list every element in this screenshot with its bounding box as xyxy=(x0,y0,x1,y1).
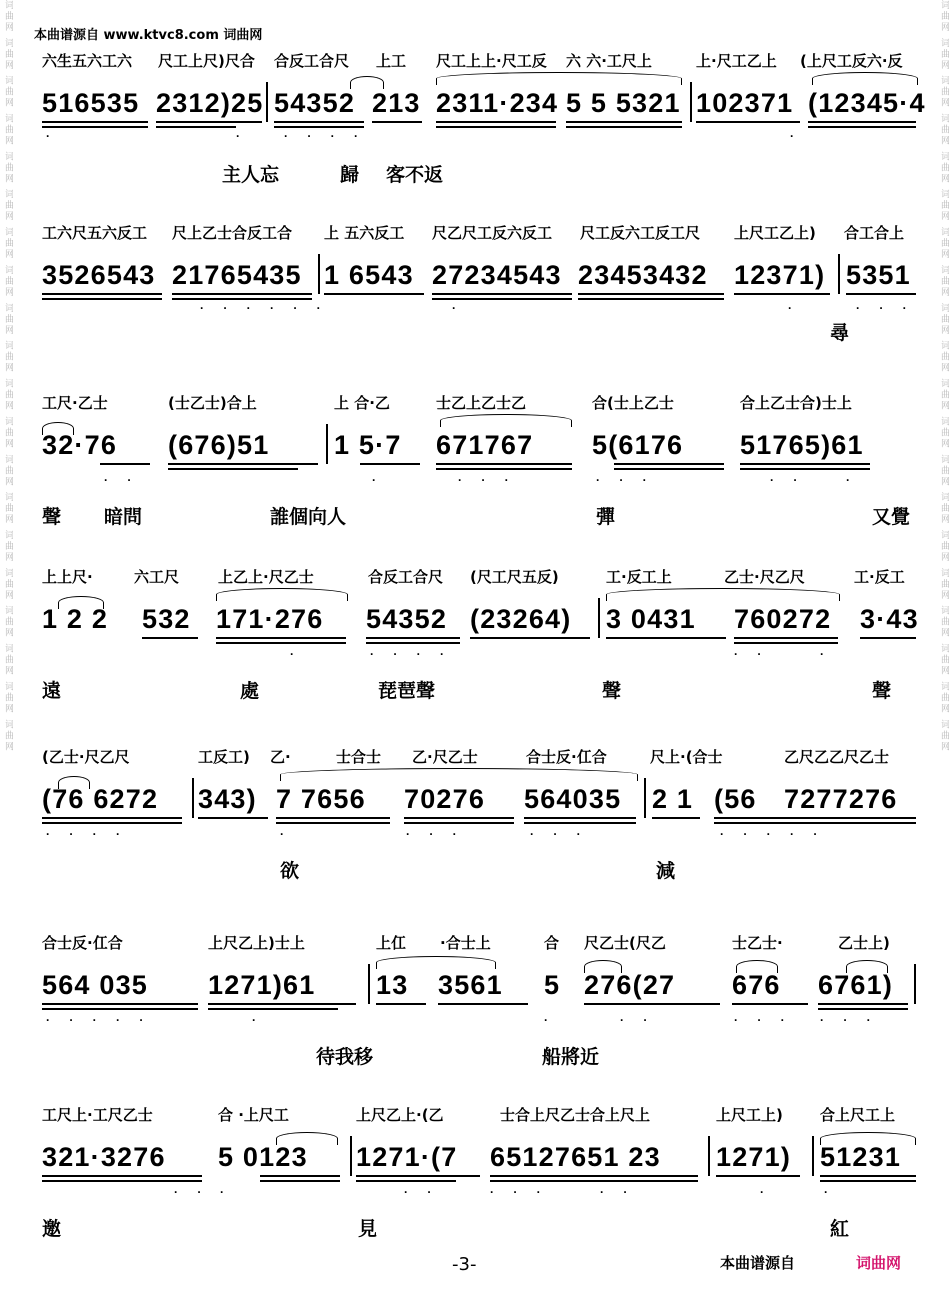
octave-dots: · · · xyxy=(820,1013,879,1027)
numbered-notes: 7277276 xyxy=(784,784,898,814)
beam-line xyxy=(820,1180,916,1182)
barline xyxy=(266,82,268,122)
octave-dots: · · xyxy=(174,1185,210,1199)
beam-line xyxy=(696,121,800,123)
score-system-1 xyxy=(0,50,950,220)
beam-line xyxy=(260,1175,340,1177)
gongche-notation: 合工合上 xyxy=(844,224,905,242)
beam-line xyxy=(372,121,422,123)
gongche-notation: 工·反工上 xyxy=(606,568,672,586)
beam-line xyxy=(198,817,268,819)
gongche-notation: 工反工) xyxy=(198,748,250,766)
lyric-text: 遠 xyxy=(42,680,62,702)
numbered-notes: 5 5 5321 xyxy=(566,88,681,118)
beam-line xyxy=(808,121,916,123)
beam-line xyxy=(432,293,572,295)
numbered-notes: 2312)25 xyxy=(156,88,264,118)
beam-line xyxy=(260,1180,340,1182)
octave-dots: · xyxy=(46,129,58,143)
numbered-notes: 171·276 xyxy=(216,604,324,634)
numbered-notes: 51231 xyxy=(820,1142,902,1172)
gongche-notation: 六生五六工六 xyxy=(42,52,133,70)
octave-dots: · xyxy=(824,1185,836,1199)
gongche-notation: (上尺工反六·反 xyxy=(800,52,903,70)
beam-line xyxy=(404,817,514,819)
lyric-text: 聲 xyxy=(602,680,622,702)
beam-line xyxy=(366,637,460,639)
beam-line xyxy=(276,822,390,824)
lyric-text: 又覺 xyxy=(872,506,911,528)
left-watermark-strip: 词曲网 词曲网 词曲网 词曲网 词曲网 词曲网 词曲网 词曲网 词曲网 词曲网 词曲网 词曲网 词曲网 词曲网 词曲网 词曲网 词曲网 词曲网 词曲网 词曲网 xyxy=(3,0,13,753)
lyric-text: 主人忘 xyxy=(222,164,280,186)
gongche-notation: 尺上乙士合反工合 xyxy=(172,224,293,242)
gongche-notation: 上·尺工乙上 xyxy=(696,52,777,70)
beam-line xyxy=(734,642,838,644)
beam-line xyxy=(470,637,590,639)
lyric-text: 船將近 xyxy=(542,1046,600,1068)
numbered-notes: 54352 xyxy=(366,604,448,634)
numbered-notes: 671767 xyxy=(436,430,534,460)
barline xyxy=(326,424,328,464)
octave-dots: · xyxy=(280,827,292,841)
beam-line xyxy=(42,1175,202,1177)
gongche-notation: 上尺工乙上) xyxy=(734,224,816,242)
numbered-notes: 532 xyxy=(142,604,191,634)
numbered-notes: 3·43 xyxy=(860,604,919,634)
barline xyxy=(318,254,320,294)
beam-line xyxy=(614,468,724,470)
numbered-notes: 5 xyxy=(544,970,561,1000)
gongche-notation: 士乙上乙士乙 xyxy=(436,394,527,412)
beam-line xyxy=(208,1003,356,1005)
beam-line xyxy=(356,1175,480,1177)
barline xyxy=(192,778,194,818)
beam-line xyxy=(376,1003,426,1005)
numbered-notes: 54352 xyxy=(274,88,356,118)
numbered-notes: 5351 xyxy=(846,260,911,290)
gongche-notation: (尺工尺五反) xyxy=(470,568,559,586)
beam-line xyxy=(42,293,162,295)
octave-dots: · xyxy=(846,473,858,487)
octave-dots: · · xyxy=(600,1185,636,1199)
numbered-notes: 1 2 2 xyxy=(42,604,109,634)
numbered-notes: 760272 xyxy=(734,604,832,634)
beam-line xyxy=(404,822,514,824)
gongche-notation: 上工 xyxy=(376,52,407,70)
barline xyxy=(690,82,692,122)
beam-line xyxy=(714,817,916,819)
score-system-6 xyxy=(0,932,950,1102)
beam-line xyxy=(156,121,262,123)
slur-mark xyxy=(436,72,682,85)
beam-line xyxy=(324,293,424,295)
lyric-text: 彈 xyxy=(596,506,616,528)
gongche-notation: 士合上尺乙士合上尺上 xyxy=(500,1106,651,1124)
lyric-text: 暗問 xyxy=(104,506,143,528)
gongche-notation: 尺乙尺工反六反工 xyxy=(432,224,553,242)
beam-line xyxy=(490,1175,698,1177)
beam-line xyxy=(578,298,724,300)
numbered-notes: 65127651 23 xyxy=(490,1142,661,1172)
numbered-notes: 12371) xyxy=(734,260,826,290)
octave-dots: · · xyxy=(734,647,770,661)
numbered-notes: 3 0431 xyxy=(606,604,696,634)
octave-dots: · · xyxy=(620,1013,656,1027)
beam-line xyxy=(172,293,312,295)
lyric-text: 欲 xyxy=(280,860,300,882)
beam-line xyxy=(860,637,916,639)
numbered-notes: 7 7656 xyxy=(276,784,366,814)
beam-line xyxy=(42,822,182,824)
beam-line xyxy=(42,1003,198,1005)
footer-site: 词曲网 xyxy=(856,1254,902,1272)
lyric-text: 見 xyxy=(358,1218,378,1240)
numbered-notes: 1 6543 xyxy=(324,260,414,290)
beam-line xyxy=(208,1008,338,1010)
gongche-notation: 工·反工 xyxy=(854,568,905,586)
gongche-notation: 尺工上尺)尺合 xyxy=(158,52,255,70)
beam-line xyxy=(436,463,572,465)
page-number: -3- xyxy=(452,1254,477,1275)
gongche-notation: 尺工反六工反工尺 xyxy=(580,224,701,242)
lyric-text: 邀 xyxy=(42,1218,62,1240)
octave-dots: · · · xyxy=(856,301,915,315)
lyric-text: 誰個向人 xyxy=(270,506,347,528)
lyric-text: 處 xyxy=(240,680,260,702)
beam-line xyxy=(42,817,182,819)
numbered-notes: (56 xyxy=(714,784,757,814)
beam-line xyxy=(100,463,150,465)
gongche-notation: 合上尺工上 xyxy=(820,1106,896,1124)
gongche-notation: 合士反·仜合 xyxy=(526,748,607,766)
numbered-notes: (76 6272 xyxy=(42,784,159,814)
lyric-text: 減 xyxy=(656,860,676,882)
numbered-notes: 13 xyxy=(376,970,409,1000)
beam-line xyxy=(578,293,724,295)
gongche-notation: 合士反·仜合 xyxy=(42,934,123,952)
octave-dots: · · · · · xyxy=(720,827,826,841)
beam-line xyxy=(436,121,556,123)
gongche-notation: 尺上·(合士 xyxy=(650,748,723,766)
octave-dots: · xyxy=(452,301,464,315)
beam-line xyxy=(42,126,148,128)
beam-line xyxy=(818,1003,908,1005)
beam-line xyxy=(846,293,916,295)
numbered-notes: 102371 xyxy=(696,88,794,118)
gongche-notation: 上仜 xyxy=(376,934,407,952)
footer-source: 本曲谱源自 xyxy=(720,1254,796,1272)
beam-line xyxy=(168,463,318,465)
slur-mark xyxy=(216,588,348,601)
gongche-notation: 乙尺乙乙尺乙士 xyxy=(784,748,890,766)
slur-mark xyxy=(280,768,638,781)
barline xyxy=(914,964,916,1004)
beam-line xyxy=(438,1003,528,1005)
octave-dots: · xyxy=(290,647,302,661)
barline xyxy=(368,964,370,1004)
numbered-notes: 27234543 xyxy=(432,260,562,290)
gongche-notation: 上乙上·尺乙士 xyxy=(218,568,314,586)
octave-dots: · · xyxy=(404,1185,440,1199)
beam-line xyxy=(172,298,312,300)
score-system-7 xyxy=(0,1104,950,1274)
beam-line xyxy=(734,293,830,295)
numbered-notes: (23264) xyxy=(470,604,572,634)
beam-line xyxy=(566,126,682,128)
numbered-notes: 1 5·7 xyxy=(334,430,402,460)
beam-line xyxy=(584,1003,720,1005)
numbered-notes: 1271)61 xyxy=(208,970,316,1000)
beam-line xyxy=(490,1180,698,1182)
beam-line xyxy=(652,817,700,819)
gongche-notation: 合 xyxy=(544,934,560,952)
beam-line xyxy=(734,637,838,639)
numbered-notes: 23453432 xyxy=(578,260,708,290)
numbered-notes: 343) xyxy=(198,784,257,814)
score-system-2 xyxy=(0,222,950,392)
beam-line xyxy=(740,463,870,465)
lyric-text: 琵琶聲 xyxy=(378,680,436,702)
beam-line xyxy=(740,468,870,470)
numbered-notes: 1271) xyxy=(716,1142,792,1172)
beam-line xyxy=(606,637,726,639)
numbered-notes: 213 xyxy=(372,88,421,118)
gongche-notation: 合 ·上尺工 xyxy=(218,1106,289,1124)
numbered-notes: 6761) xyxy=(818,970,894,1000)
octave-dots: · · xyxy=(104,473,140,487)
lyric-text: 待我移 xyxy=(316,1046,374,1068)
numbered-notes: 5 0123 xyxy=(218,1142,308,1172)
gongche-notation: 合(士上乙士 xyxy=(592,394,674,412)
beam-line xyxy=(614,463,724,465)
numbered-notes: 32·76 xyxy=(42,430,118,460)
beam-line xyxy=(366,642,460,644)
barline xyxy=(350,1136,352,1176)
beam-line xyxy=(276,817,390,819)
beam-line xyxy=(156,126,236,128)
lyric-text: 聲 xyxy=(872,680,892,702)
numbered-notes: (12345·4 xyxy=(808,88,926,118)
barline xyxy=(598,598,600,638)
gongche-notation: 尺乙士(尺乙 xyxy=(584,934,666,952)
lyric-text: 尋 xyxy=(830,322,850,344)
numbered-notes: 3526543 xyxy=(42,260,156,290)
gongche-notation: 六 六·工尺上 xyxy=(566,52,652,70)
gongche-notation: 上尺工上) xyxy=(716,1106,783,1124)
beam-line xyxy=(566,121,682,123)
gongche-notation: 上 五六反工 xyxy=(324,224,405,242)
beam-line xyxy=(274,126,364,128)
numbered-notes: (676)51 xyxy=(168,430,270,460)
gongche-notation: 合反工合尺 xyxy=(368,568,444,586)
beam-line xyxy=(42,1180,202,1182)
lyric-text: 歸 xyxy=(340,164,360,186)
slur-mark xyxy=(440,414,572,427)
numbered-notes: 2 1 xyxy=(652,784,694,814)
beam-line xyxy=(142,637,198,639)
gongche-notation: 尺工上上·尺工反 xyxy=(436,52,547,70)
octave-dots: · · · xyxy=(406,827,465,841)
octave-dots: · · · xyxy=(490,1185,549,1199)
gongche-notation: (士乙士)合上 xyxy=(168,394,257,412)
beam-line xyxy=(274,121,364,123)
octave-dots: · xyxy=(220,1185,232,1199)
right-watermark-strip: 词曲网 词曲网 词曲网 词曲网 词曲网 词曲网 词曲网 词曲网 词曲网 词曲网 词曲网 词曲网 词曲网 词曲网 词曲网 词曲网 词曲网 词曲网 词曲网 词曲网 xyxy=(939,0,949,753)
beam-line xyxy=(818,1008,908,1010)
octave-dots: · · · xyxy=(596,473,655,487)
barline xyxy=(838,254,840,294)
beam-line xyxy=(436,126,556,128)
score-system-5 xyxy=(0,746,950,916)
gongche-notation: 士乙士· xyxy=(732,934,783,952)
slur-mark xyxy=(812,72,918,85)
octave-dots: · · · · xyxy=(370,647,452,661)
beam-line xyxy=(524,822,636,824)
numbered-notes: 564035 xyxy=(524,784,622,814)
numbered-notes: 5(6176 xyxy=(592,430,684,460)
gongche-notation: 乙·尺乙士 xyxy=(412,748,478,766)
beam-line xyxy=(732,1003,808,1005)
gongche-notation: 工尺·乙士 xyxy=(42,394,108,412)
gongche-notation: 上 合·乙 xyxy=(334,394,390,412)
gongche-notation: 上尺乙上·(乙 xyxy=(356,1106,444,1124)
octave-dots: · xyxy=(790,129,802,143)
beam-line xyxy=(714,822,916,824)
gongche-notation: ·合士上 xyxy=(440,934,491,952)
numbered-notes: 51765)61 xyxy=(740,430,864,460)
lyric-text: 紅 xyxy=(830,1218,850,1240)
octave-dots: · · xyxy=(770,473,806,487)
beam-line xyxy=(716,1175,800,1177)
score-system-4 xyxy=(0,566,950,736)
octave-dots: · xyxy=(372,473,384,487)
beam-line xyxy=(216,637,346,639)
barline xyxy=(644,778,646,818)
beam-line xyxy=(168,468,298,470)
beam-line xyxy=(436,468,572,470)
octave-dots: · xyxy=(236,129,248,143)
octave-dots: · xyxy=(544,1013,556,1027)
numbered-notes: 276(27 xyxy=(584,970,676,1000)
beam-line xyxy=(356,1180,456,1182)
beam-line xyxy=(524,817,636,819)
barline xyxy=(708,1136,710,1176)
numbered-notes: 1271·(7 xyxy=(356,1142,458,1172)
octave-dots: · xyxy=(252,1013,264,1027)
gongche-notation: 合上乙士合)士上 xyxy=(740,394,852,412)
numbered-notes: 676 xyxy=(732,970,781,1000)
beam-line xyxy=(432,298,572,300)
octave-dots: · · · xyxy=(458,473,517,487)
score-system-3 xyxy=(0,392,950,562)
beam-line xyxy=(42,121,148,123)
octave-dots: · · · xyxy=(734,1013,793,1027)
octave-dots: · xyxy=(820,647,832,661)
numbered-notes: 516535 xyxy=(42,88,140,118)
beam-line xyxy=(42,298,162,300)
gongche-notation: 工尺上·工尺乙士 xyxy=(42,1106,153,1124)
octave-dots: · · · · · · xyxy=(200,301,329,315)
barline xyxy=(812,1136,814,1176)
gongche-notation: 上上尺· xyxy=(42,568,93,586)
gongche-notation: 乙· xyxy=(270,748,291,766)
gongche-notation: 合反工合尺 xyxy=(274,52,350,70)
beam-line xyxy=(42,1008,198,1010)
beam-line xyxy=(360,463,420,465)
gongche-notation: 士合士 xyxy=(336,748,382,766)
beam-line xyxy=(808,126,916,128)
lyric-text: 客不返 xyxy=(386,164,444,186)
gongche-notation: 乙士上) xyxy=(838,934,890,952)
numbered-notes: 2311·234 xyxy=(436,88,559,118)
gongche-notation: (乙士·尺乙尺 xyxy=(42,748,130,766)
gongche-notation: 六工尺 xyxy=(134,568,180,586)
gongche-notation: 上尺乙上)士上 xyxy=(208,934,305,952)
octave-dots: · · · xyxy=(530,827,589,841)
beam-line xyxy=(820,1175,916,1177)
numbered-notes: 564 035 xyxy=(42,970,148,1000)
gongche-notation: 乙士·尺乙尺 xyxy=(724,568,805,586)
numbered-notes: 21765435 xyxy=(172,260,302,290)
header-source-line: 本曲谱源自 www.ktvc8.com 词曲网 xyxy=(34,28,263,43)
numbered-notes: 70276 xyxy=(404,784,486,814)
numbered-notes: 3561 xyxy=(438,970,503,1000)
numbered-notes: 321·3276 xyxy=(42,1142,166,1172)
octave-dots: · · · · xyxy=(284,129,366,143)
octave-dots: · xyxy=(788,301,800,315)
gongche-notation: 工六尺五六反工 xyxy=(42,224,148,242)
octave-dots: · · · · · xyxy=(46,1013,152,1027)
octave-dots: · · · · xyxy=(46,827,128,841)
lyric-text: 聲 xyxy=(42,506,62,528)
slur-mark xyxy=(606,588,840,601)
octave-dots: · xyxy=(760,1185,772,1199)
beam-line xyxy=(216,642,346,644)
